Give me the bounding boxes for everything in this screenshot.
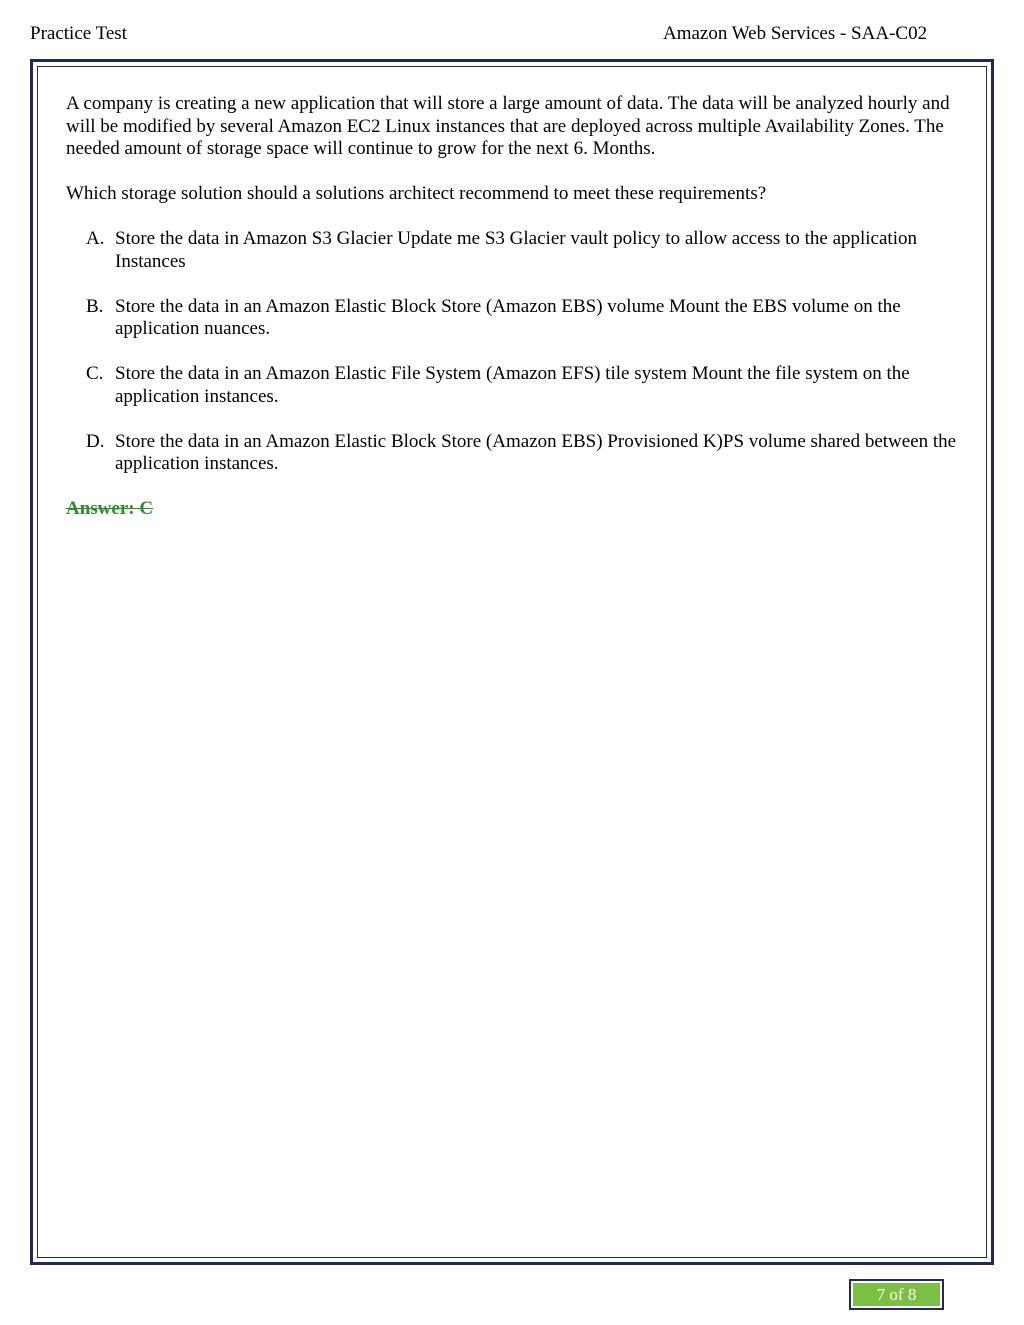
option-letter: B. — [86, 295, 104, 317]
option-letter: A. — [86, 228, 105, 249]
question-prompt: Which storage solution should a solutions architect recommend to meet these requirements? — [66, 183, 767, 204]
option-a — [66, 228, 966, 273]
option-d — [66, 431, 966, 476]
option-c — [66, 363, 966, 408]
answer-label: Answer: C — [66, 498, 154, 519]
option-text: Store the data in an Amazon Elastic Block Store (Amazon EBS) volume Mount the EBS volume on the application nuances. — [115, 295, 901, 339]
page-number-badge — [849, 1279, 944, 1310]
page-number-label: 7 of 8 — [853, 1283, 940, 1306]
option-text: Store the data in an Amazon Elastic Block Store (Amazon EBS) Provisioned K)PS volume shared between the application instances. — [115, 430, 957, 474]
option-b — [66, 296, 966, 341]
answer-options — [66, 228, 966, 476]
option-text: Store the data in Amazon S3 Glacier Update me S3 Glacier vault policy to allow access to the application Instances — [115, 228, 917, 272]
option-text: Store the data in an Amazon Elastic File System (Amazon EFS) tile system Mount the file system on the application instances. — [115, 363, 910, 407]
question-content — [66, 93, 966, 521]
option-letter: C. — [86, 363, 104, 384]
header-right-title: Amazon Web Services - SAA-C02 — [663, 23, 928, 44]
option-letter: D. — [86, 430, 105, 452]
question-text — [66, 93, 966, 206]
question-paragraph: A company is creating a new application that will store a large amount of data. The data will be analyzed hourly and will be modified by several Amazon EC2 Linux instances that are deployed across multiple Availability Zones. The needed amount of storage space will continue to grow for the next 6. Months. — [66, 93, 950, 159]
header-left-title: Practice Test — [30, 23, 127, 44]
